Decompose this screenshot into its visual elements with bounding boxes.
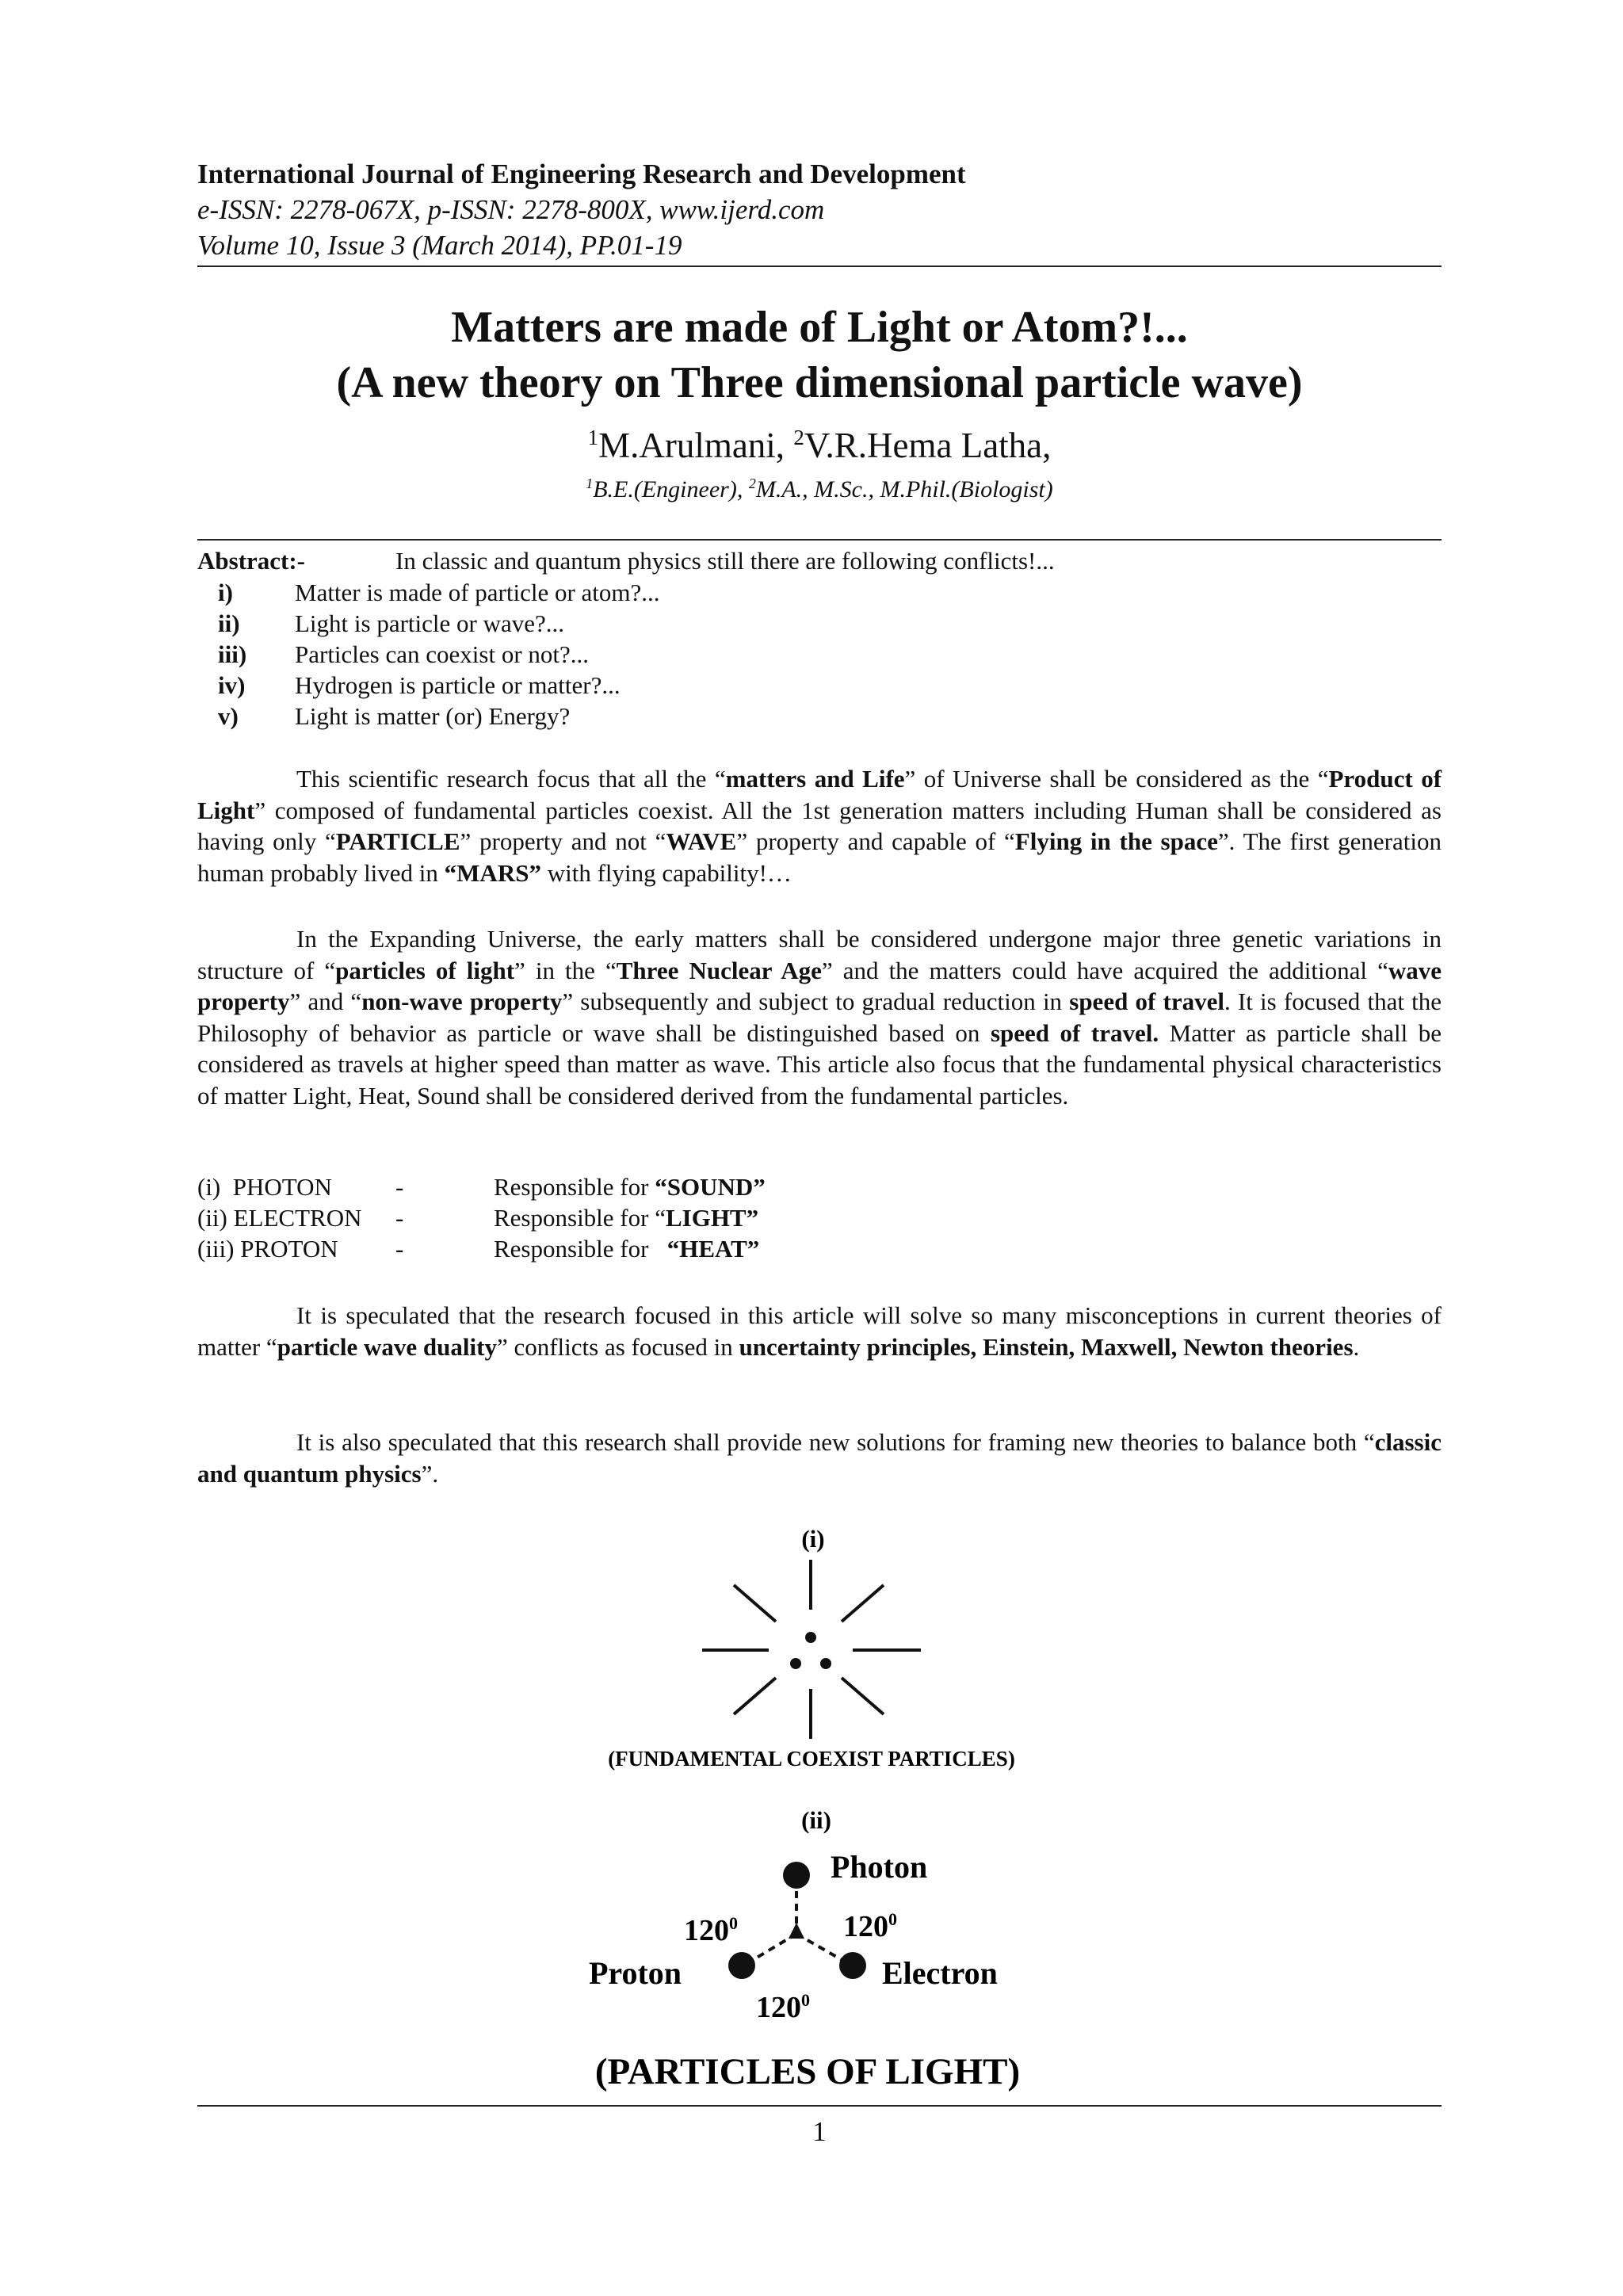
- list-item: iv) Hydrogen is particle or matter?...: [218, 671, 621, 699]
- angle-left: $120^0$: [684, 1913, 738, 1947]
- abstract-paragraph-2: In the Expanding Universe, the early matters shall be considered undergone major three genetic variations in structure of “particles of light” in the “Three Nuclear Age” and the matters could have acquired the additional “wave property” and “non-wave property” subsequently and subject to gradual reduction in speed of travel. It is focused that the Philosophy of behavior as particle or wave shall be distinguished based on speed of travel. Matter as particle shall be considered as travels at higher speed than matter as wave. This article also focus that the fundamental physical characteristics of matter Light, Heat, Sound shall be considered derived from the fundamental particles.: [197, 925, 1442, 1110]
- proton-label: Proton: [589, 1955, 682, 1991]
- list-item: i) Matter is made of particle or atom?...: [218, 579, 660, 606]
- ray-top-right: [842, 1585, 884, 1622]
- figure-fundamental-coexist-particles: [608, 1525, 1015, 1771]
- journal-volume: Volume 10, Issue 3 (March 2014), PP.01-19: [197, 230, 682, 261]
- angle-bottom: $120^0$: [756, 1990, 810, 2024]
- author-2: V.R.Hema Latha,: [804, 426, 1052, 465]
- author-1: M.Arulmani,: [598, 426, 794, 465]
- photon-label: Photon: [831, 1849, 928, 1885]
- list-item: (i) PHOTON - Responsible for “SOUND”: [197, 1173, 766, 1201]
- affil-2-sup: 2: [748, 476, 756, 491]
- figure-1-caption: (FUNDAMENTAL COEXIST PARTICLES): [608, 1747, 1015, 1771]
- title-line-1: Matters are made of Light or Atom?!...: [451, 303, 1188, 352]
- center-junction: [789, 1923, 804, 1939]
- affil-1-sup: 1: [586, 476, 594, 491]
- bond-lines: [745, 1878, 850, 1965]
- photon-dot: [783, 1862, 810, 1889]
- particle-dot: [790, 1658, 801, 1669]
- electron-dot: [839, 1952, 866, 1979]
- proton-dot: [728, 1952, 755, 1979]
- author-1-sup: 1: [587, 426, 599, 449]
- abstract-paragraph-4: It is also speculated that this research shall provide new solutions for framing new theories to balance both “classic and quantum physics”.: [197, 1428, 1442, 1488]
- affil-2: M.A., M.Sc., M.Phil.(Biologist): [755, 476, 1053, 502]
- figure-1-label: (i): [801, 1525, 825, 1553]
- list-item: v) Light is matter (or) Energy?: [218, 702, 571, 730]
- ray-bottom-right: [842, 1678, 884, 1714]
- title-line-2: (A new theory on Three dimensional particle wave): [336, 358, 1303, 407]
- electron-label: Electron: [882, 1955, 998, 1991]
- figure-particles-of-light: [589, 1806, 1020, 2092]
- affil-1: B.E.(Engineer),: [593, 476, 749, 502]
- radiating-lines: [702, 1560, 921, 1739]
- abstract-intro-text: In classic and quantum physics still there are following conflicts!...: [395, 547, 1055, 575]
- ray-bottom-left: [734, 1678, 776, 1714]
- figure-2-caption: (PARTICLES OF LIGHT): [594, 2051, 1021, 2092]
- figure-2-label: (ii): [801, 1806, 831, 1834]
- ray-top-left: [734, 1585, 776, 1622]
- footer-rule: [197, 2105, 1442, 2107]
- journal-name: International Journal of Engineering Research and Development: [197, 159, 966, 189]
- list-item: ii) Light is particle or wave?...: [218, 609, 565, 637]
- list-item: iii) Particles can coexist or not?...: [218, 640, 590, 668]
- journal-issn: e-ISSN: 2278-067X, p-ISSN: 2278-800X, www.ijerd.com: [197, 194, 825, 225]
- angle-right: $120^0$: [843, 1909, 897, 1943]
- author-2-sup: 2: [793, 426, 804, 449]
- abstract-paragraph-3: It is speculated that the research focused in this article will solve so many misconceptions in current theories of matter “particle wave duality” conflicts as focused in uncertainty principles, Einstein, Maxwell, Newton theories.: [197, 1301, 1442, 1361]
- page-number: 1: [812, 2116, 827, 2147]
- list-item: (iii) PROTON - Responsible for “HEAT”: [197, 1235, 760, 1263]
- abstract-label: Abstract:-: [197, 547, 306, 575]
- particle-dot: [805, 1632, 816, 1643]
- list-item: (ii) ELECTRON - Responsible for “ LIGHT”: [197, 1204, 759, 1232]
- abstract-paragraph-1: This scientific research focus that all the “matters and Life” of Universe shall be considered as the “Product of Light” composed of fundamental particles coexist. All the 1st generation matters including Human shall be considered as having only “PARTICLE” property and not “WAVE” property and capable of “Flying in the space”. The first generation human probably lived in “MARS” with flying capability!…: [197, 765, 1442, 887]
- particle-dot: [820, 1658, 831, 1669]
